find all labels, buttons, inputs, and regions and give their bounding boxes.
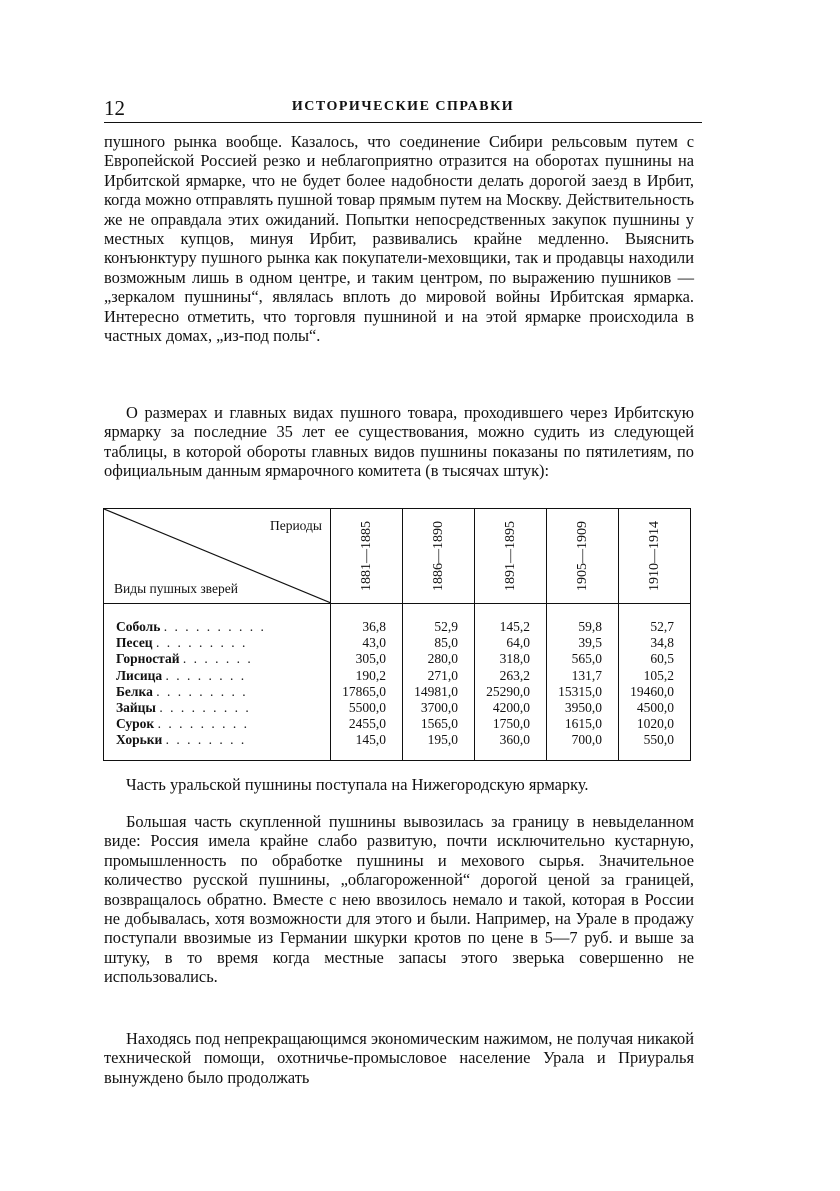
paragraph-3-container	[104, 775, 694, 794]
table-cell: 318,0	[499, 651, 530, 667]
table-cell: 2455,0	[348, 716, 386, 732]
table-cell: 34,8	[650, 635, 674, 651]
table-cell: 39,5	[578, 635, 602, 651]
table-cell: 5500,0	[348, 699, 386, 715]
table-cell: 43,0	[362, 635, 386, 651]
table-cell: 3950,0	[564, 699, 602, 715]
table-cell: 131,7	[571, 667, 602, 683]
table-cell: 60,5	[650, 651, 674, 667]
paragraph-4-container	[104, 812, 694, 987]
table-cell: 700,0	[571, 732, 602, 748]
table-cell: 190,2	[355, 667, 386, 683]
table-cell: 15315,0	[558, 683, 602, 699]
values-column-1891-1895	[475, 604, 547, 761]
table-cell: 263,2	[499, 667, 530, 683]
period-header	[619, 509, 691, 604]
period-header	[403, 509, 475, 604]
table-cell: 25290,0	[486, 683, 530, 699]
period-header	[475, 509, 547, 604]
table-cell: 280,0	[427, 651, 458, 667]
table-cell: 14981,0	[414, 683, 458, 699]
table-cell: 17865,0	[342, 683, 386, 699]
period-label: 1905—1909	[574, 521, 590, 591]
table-body-row	[104, 604, 691, 761]
table-cell: 271,0	[427, 667, 458, 683]
table-cell: 85,0	[434, 635, 458, 651]
table-row-label: Соболь . . . . . . . . . .	[116, 619, 266, 634]
paragraph-2: О размерах и главных видах пушного товара, проходившего через Ирбитскую ярмарку за последние 35 лет ее существования, можно судить из следующей таблицы, в которой обороты главных видов пушнины показаны по пятилетиям, по официальным данным ярмарочного комитета (в тысячах штук):	[104, 403, 694, 481]
table-row-label: Белка . . . . . . . . .	[116, 683, 248, 699]
table-cell: 1020,0	[636, 716, 674, 732]
values-column-1905-1909	[547, 604, 619, 761]
table-cell: 64,0	[506, 635, 530, 651]
table-cell: 19460,0	[630, 683, 674, 699]
table-cell: 36,8	[362, 619, 386, 634]
table-cell: 145,2	[499, 619, 530, 634]
paragraph-1: пушного рынка вообще. Казалось, что соединение Сибири рельсовым путем с Европейской Россией резко и неблагоприятно отразится на оборотах пушнины на Ирбитской ярмарке, что не будет более надобности делать дорогой заезд в Ирбит, когда можно отправлять пушной товар прямым путем на Москву. Действительность же не оправдала этих ожиданий. Попытки непосредственных закупок пушнины у местных купцов, минуя Ирбит, развивались крайне медленно. Выяснить конъюнктуру пушного рынка как покупатели-меховщики, так и продавцы находили возможным лишь в одном центре, и таким центром, по выражению пушников —„зеркалом пушнины“, являлась вплоть до мировой войны Ирбитская ярмарка. Интересно отметить, что торговля пушниной и на этой ярмарке происходила в частных домах, „из-под полы“.	[104, 132, 694, 346]
table-corner-cell	[104, 509, 331, 604]
paragraph-1-container	[104, 132, 694, 345]
period-header	[331, 509, 403, 604]
table-cell: 1615,0	[564, 716, 602, 732]
page-number: 12	[104, 96, 125, 120]
values-column-1886-1890	[403, 604, 475, 761]
table-row-label: Песец . . . . . . . . .	[116, 635, 248, 651]
period-label: 1881—1885	[358, 521, 374, 591]
paragraph-3: Часть уральской пушнины поступала на Нижегородскую ярмарку.	[126, 775, 589, 794]
values-column-1881-1885	[331, 604, 403, 761]
table-cell: 195,0	[427, 732, 458, 748]
paragraph-2-container	[104, 403, 694, 481]
period-header	[547, 509, 619, 604]
animal-names-column	[104, 604, 331, 761]
table-cell: 1750,0	[492, 716, 530, 732]
running-title: ИСТОРИЧЕСКИЕ СПРАВКИ	[291, 99, 515, 114]
table-row-label: Горностай . . . . . . .	[116, 651, 253, 667]
table-cell: 59,8	[578, 619, 602, 634]
running-head	[104, 96, 702, 123]
table-cell: 305,0	[355, 651, 386, 667]
table-row-label: Зайцы . . . . . . . . .	[116, 699, 251, 715]
table-cell: 4500,0	[636, 699, 674, 715]
table-cell: 550,0	[643, 732, 674, 748]
table-row-label: Сурок . . . . . . . . .	[116, 716, 249, 732]
period-label: 1910—1914	[646, 521, 662, 591]
table-cell: 105,2	[643, 667, 674, 683]
values-column-1910-1914	[619, 604, 691, 761]
paragraph-4: Большая часть скупленной пушнины вывозилась за границу в невыделанном виде: Россия имела крайне слабо развитую, почти исключительно кустарную, промышленность по обработке пушнины и мехового сырья. Значительное количество русской пушнины, „облагороженной“ дорогой ценой за границей, возвращалось обратно. Вместе с нею ввозилось немало и такой, которая в России не добывалась, хотя возможности для этого и были. Например, на Урале в продажу поступали ввозимые из Германии шкурки кротов по цене в 5—7 руб. и выше за штуку, в то время когда местные запасы этого зверька совершенно не использовались.	[104, 812, 694, 987]
paragraph-5: Находясь под непрекращающимся экономическим нажимом, не получая никакой технической помощи, охотничье-промысловое население Урала и Приуралья вынуждено было продолжать	[104, 1029, 694, 1087]
table-row-label: Лисица . . . . . . . .	[116, 667, 247, 683]
period-label: 1886—1890	[430, 521, 446, 591]
table-cell: 565,0	[571, 651, 602, 667]
periods-label: Периоды	[269, 518, 322, 533]
table-cell: 52,9	[434, 619, 458, 634]
table-cell: 145,0	[355, 732, 386, 748]
table-cell: 3700,0	[420, 699, 458, 715]
period-label: 1891—1895	[502, 521, 518, 591]
table-row-label: Хорьки . . . . . . . .	[116, 732, 247, 748]
table-cell: 4200,0	[492, 699, 530, 715]
fur-turnover-table	[103, 508, 691, 761]
table-cell: 1565,0	[420, 716, 458, 732]
table-cell: 360,0	[499, 732, 530, 748]
table-header-row	[104, 509, 691, 604]
animal-types-label: Виды пушных зверей	[114, 581, 238, 596]
table-cell: 52,7	[650, 619, 674, 634]
paragraph-5-container	[104, 1029, 694, 1087]
